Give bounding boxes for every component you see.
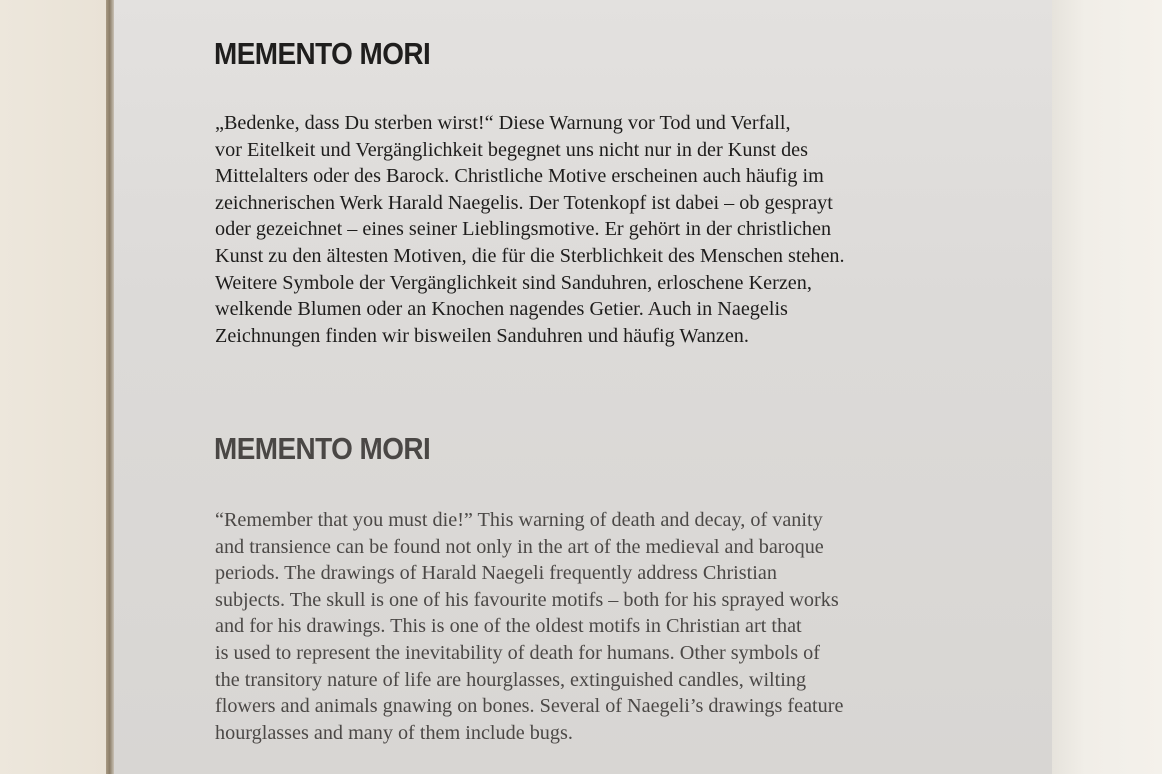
english-line: flowers and animals gnawing on bones. Several of Naegeli’s drawings feature bbox=[215, 695, 844, 718]
german-line: „Bedenke, dass Du sterben wirst!“ Diese Warnung vor Tod und Verfall, bbox=[215, 112, 791, 134]
panel-edge bbox=[106, 0, 114, 774]
german-line: Zeichnungen finden wir bisweilen Sanduhren und häufig Wanzen. bbox=[215, 324, 749, 347]
german-line: vor Eitelkeit und Vergänglichkeit begegnet uns nicht nur in der Kunst des bbox=[215, 138, 808, 161]
german-line: oder gezeichnet – eines seiner Lieblingsmotive. Er gehört in der christlichen bbox=[215, 218, 832, 241]
english-paragraph bbox=[215, 507, 843, 746]
german-line: Weitere Symbole der Vergänglichkeit sind Sanduhren, erloschene Kerzen, bbox=[215, 271, 812, 294]
german-line: welkende Blumen oder an Knochen nagendes Getier. Auch in Naegelis bbox=[215, 298, 788, 321]
english-line: “Remember that you must die!” This warning of death and decay, of vanity bbox=[215, 509, 823, 531]
german-paragraph bbox=[215, 110, 845, 349]
english-line: hourglasses and many of them include bugs. bbox=[215, 721, 573, 744]
english-line: the transitory nature of life are hourglasses, extinguished candles, wilting bbox=[215, 668, 807, 691]
german-line: Kunst zu den ältesten Motiven, die für die Sterblichkeit des Menschen stehen. bbox=[215, 244, 845, 267]
wall-right bbox=[1052, 0, 1162, 774]
german-heading: MEMENTO MORI bbox=[214, 36, 431, 71]
english-line: subjects. The skull is one of his favourite motifs – both for his sprayed works bbox=[215, 588, 839, 611]
english-line: and transience can be found not only in the art of the medieval and baroque bbox=[215, 535, 824, 558]
english-line: and for his drawings. This is one of the oldest motifs in Christian art that bbox=[215, 615, 802, 638]
wall-left bbox=[0, 0, 108, 774]
german-line: zeichnerischen Werk Harald Naegelis. Der Totenkopf ist dabei – ob gesprayt bbox=[215, 191, 833, 214]
english-line: periods. The drawings of Harald Naegeli frequently address Christian bbox=[215, 562, 777, 585]
english-heading: MEMENTO MORI bbox=[214, 431, 431, 466]
german-line: Mittelalters oder des Barock. Christliche Motive erscheinen auch häufig im bbox=[215, 165, 824, 188]
english-line: is used to represent the inevitability of death for humans. Other symbols of bbox=[215, 641, 820, 664]
